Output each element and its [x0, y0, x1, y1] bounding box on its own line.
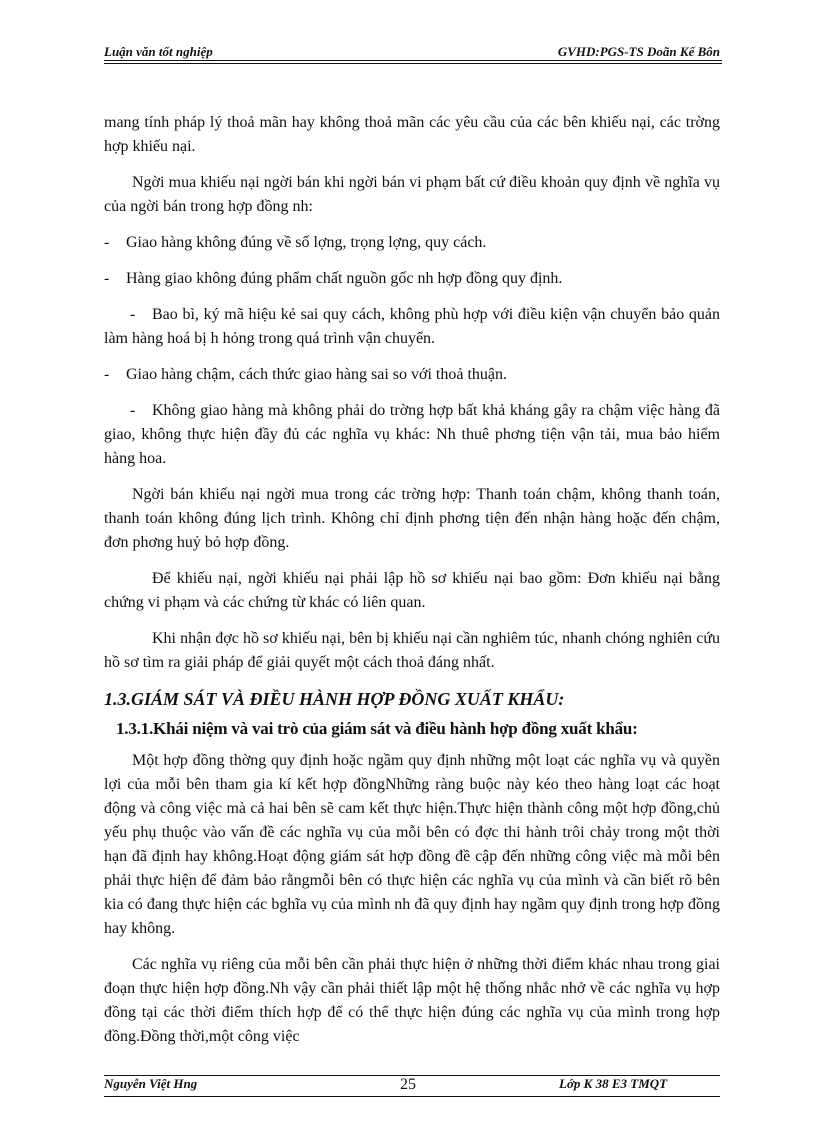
header-divider-secondary — [104, 63, 722, 64]
footer-author: Nguyễn Việt Hng — [104, 1076, 198, 1091]
list-item — [104, 399, 720, 471]
paragraph-complaint-dossier: Để khiếu nại, ngời khiếu nại phải lập hồ sơ khiếu nại bao gồm: Đơn khiếu nại bằng chứng vi phạm và các chứng từ khác có liên quan. — [104, 570, 720, 611]
list-item-text: Bao bì, ký mã hiệu kẻ sai quy cách, không phù hợp với điều kiện vận chuyển bảo quản làm hàng hoá bị h hỏng trong quá trình vận chuyển. — [104, 306, 720, 347]
dash-bullet-icon: - — [130, 306, 136, 323]
list-item — [104, 231, 720, 255]
paragraph-complaint-validity: mang tính pháp lý thoả mãn hay không thoả mãn các yêu cầu của các bên khiếu nại, các trờng hợp khiếu nại. — [104, 114, 720, 155]
dash-bullet-icon: - — [104, 234, 110, 251]
paragraph-buyer-complaints-intro: Ngời mua khiếu nại ngời bán khi ngời bán vi phạm bất cứ điều khoản quy định về nghĩa vụ của ngời bán trong hợp đồng nh: — [104, 174, 720, 215]
list-item-text: Không giao hàng mà không phải do trờng hợp bất khả kháng gây ra chậm việc hàng đã giao, không thực hiện đầy đủ các nghĩa vụ khác: Nh thuê phơng tiện vận tải, mua bảo hiểm hàng hoa. — [104, 402, 720, 467]
page-body — [104, 111, 720, 1061]
paragraph-reminder-system: Các nghĩa vụ riêng của mỗi bên cần phải thực hiện ở những thời điểm khác nhau trong giai đoạn thực hiện hợp đồng.Nh vậy cần phải thiết lập một hệ thống nhắc nhở về các nghĩa vụ hợp đồng tại các thời điểm thích hợp để có thể thực hiện đúng các nghĩa vụ của mình trong hợp đồng.Đồng thời,một công việc — [104, 956, 720, 1045]
list-item-text: Giao hàng không đúng về số lợng, trọng lợng, quy cách. — [126, 234, 487, 251]
footer-class: Lớp K 38 E3 TMQT — [559, 1076, 668, 1091]
paragraph-contract-obligations: Một hợp đồng thờng quy định hoặc ngầm quy định những một loạt các nghĩa vụ và quyền lợi của mỗi bên tham gia kí kết hợp đồngNhững ràng buộc này kéo theo hàng loạt các hoạt động và công việc mà cả hai bên sẽ cam kết thực hiện.Thực hiện thành công một hợp đồng,chủ yếu phụ thuộc vào vấn đề các nghĩa vụ của mỗi bên có đợc thi hành trôi chảy trong một thời hạn đã định hay không.Hoạt động giám sát hợp đồng đề cập đến những công việc mà mỗi bên phải thực hiện để đảm bảo rằngmỗi bên có thực hiện các nghĩa vụ của mình và cần biết rõ bên kia có đang thực hiện các bghĩa vụ của mình nh đã quy định hay ngầm quy định trong hợp đồng hay không. — [104, 752, 720, 937]
dash-bullet-icon: - — [104, 270, 110, 287]
section-heading: 1.3.GIÁM SÁT VÀ ĐIỀU HÀNH HỢP ĐỒNG XUẤT KHẨU: — [104, 689, 565, 709]
list-item — [104, 303, 720, 351]
header-divider — [104, 60, 722, 61]
subsection-heading: 1.3.1.Khái niệm và vai trò của giám sát và điều hành hợp đồng xuất khẩu: — [116, 719, 638, 738]
header-advisor-label: GVHD:PGS-TS Doãn Kế Bôn — [557, 44, 720, 59]
paragraph-dossier-handling: Khi nhận đợc hồ sơ khiếu nại, bên bị khiếu nại cần nghiêm túc, nhanh chóng nghiên cứu hồ sơ tìm ra giải pháp để giải quyết một cách thoả đáng nhất. — [104, 630, 720, 671]
page-number: 25 — [400, 1076, 416, 1093]
list-item — [104, 363, 720, 387]
paragraph-seller-complaints: Ngời bán khiếu nại ngời mua trong các trờng hợp: Thanh toán chậm, không thanh toán, thanh toán không đúng lịch trình. Không chỉ định phơng tiện đến nhận hàng hoặc đến chậm, đơn phơng huỷ bỏ hợp đồng. — [104, 486, 720, 551]
footer-divider-secondary — [104, 1096, 720, 1097]
dash-bullet-icon: - — [104, 366, 110, 383]
list-item-text: Giao hàng chậm, cách thức giao hàng sai so với thoả thuận. — [126, 366, 508, 383]
header-thesis-label: Luận văn tốt nghiệp — [104, 44, 213, 59]
list-item — [104, 267, 720, 291]
list-item-text: Hàng giao không đúng phẩm chất nguồn gốc nh hợp đồng quy định. — [126, 270, 563, 287]
dash-bullet-icon: - — [130, 402, 136, 419]
